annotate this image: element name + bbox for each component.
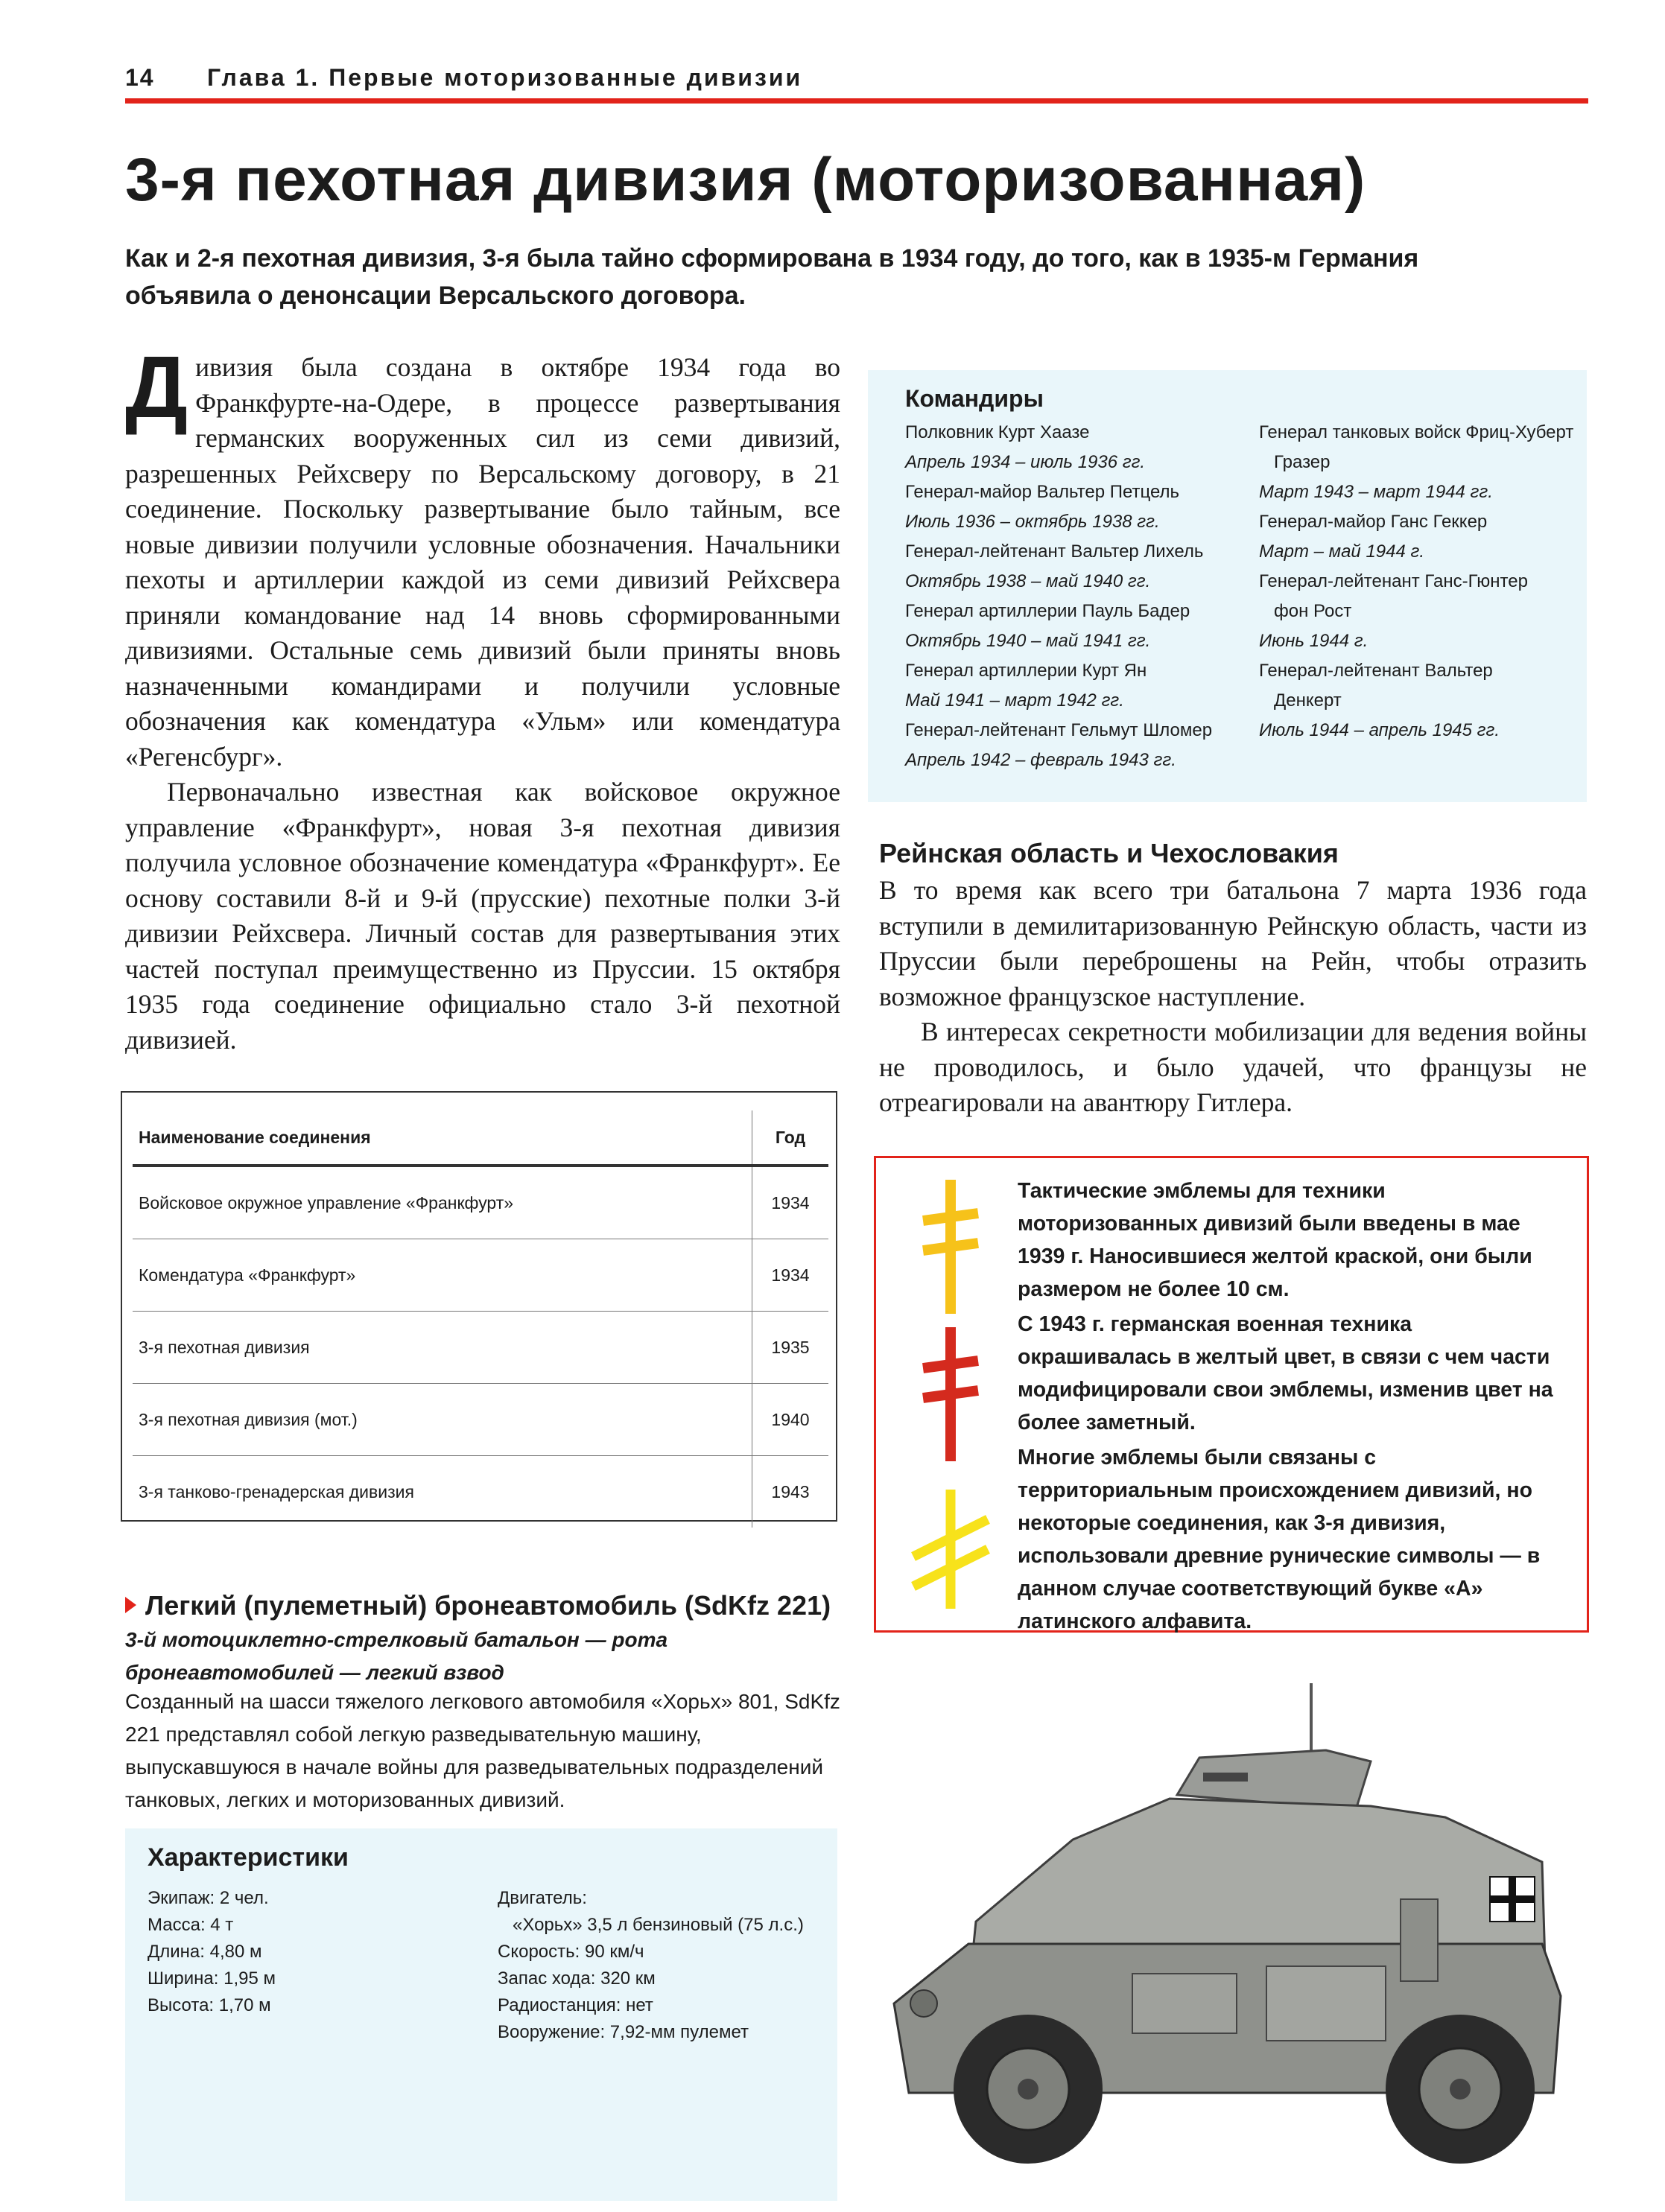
rhineland-paragraph-1: В то время как всего три батальона 7 марта 1936 года вступили в демилитаризованную Рейнскую область, части из Пруссии были переброшены на Рейн, чтобы отразить возможное французское наступление. bbox=[879, 875, 1587, 1011]
commander-name: Генерал-майор Вальтер Петцель bbox=[905, 482, 1180, 502]
formation-year: 1943 bbox=[752, 1456, 829, 1528]
lead-paragraph: Как и 2-я пехотная дивизия, 3-я была тайно сформирована в 1934 году, до того, как в 1935-м Германия объявила о денонсации Версальского договора. bbox=[125, 244, 1419, 310]
rhineland-heading: Рейнская область и Чехословакия bbox=[879, 838, 1339, 868]
formation-name: 3-я танково-гренадерская дивизия bbox=[139, 1481, 414, 1501]
arrow-right-icon bbox=[125, 1597, 136, 1613]
body-text-right bbox=[879, 873, 1587, 1121]
formation-year: 1935 bbox=[752, 1312, 829, 1384]
commander-name-cont: Гразер bbox=[1274, 452, 1331, 472]
spec-mass: Масса: 4 т bbox=[148, 1915, 234, 1935]
body-text-left bbox=[125, 338, 840, 1058]
rhineland-paragraph-2: В интересах секретности мобилизации для ведения войны не проводилось, и было удачей, что французы не отреагировали на авантюру Гитлера. bbox=[879, 1017, 1587, 1117]
commander-period: Май 1941 – март 1942 гг. bbox=[905, 690, 1124, 711]
spec-crew: Экипаж: 2 чел. bbox=[148, 1888, 269, 1908]
commander-period: Апрель 1942 – февраль 1943 гг. bbox=[905, 750, 1176, 770]
commander-name: Генерал-майор Ганс Геккер bbox=[1259, 512, 1488, 532]
emblem-paragraph-1: Тактические эмблемы для техники моторизованных дивизий были введены в мае 1939 г. Наносившиеся желтой краской, они были размером не более 10 см. bbox=[1018, 1179, 1532, 1301]
spec-engine: «Хорьх» 3,5 л бензиновый (75 л.с.) bbox=[513, 1915, 804, 1935]
commander-name-cont: фон Рост bbox=[1274, 601, 1352, 621]
column-header-name: Наименование соединения bbox=[133, 1110, 752, 1166]
spec-speed: Скорость: 90 км/ч bbox=[498, 1942, 644, 1962]
formation-year: 1934 bbox=[752, 1239, 829, 1312]
spec-engine-label: Двигатель: bbox=[498, 1888, 587, 1908]
commander-period: Июнь 1944 г. bbox=[1259, 631, 1369, 651]
machine-gun bbox=[1203, 1773, 1248, 1782]
column-header-year: Год bbox=[752, 1110, 829, 1166]
emblem-box bbox=[874, 1156, 1589, 1633]
commander-period: Март – май 1944 г. bbox=[1259, 541, 1425, 562]
chapter-title: Глава 1. Первые моторизованные дивизии bbox=[207, 64, 803, 91]
commander-period: Октябрь 1938 – май 1940 гг. bbox=[905, 571, 1151, 591]
table-row bbox=[133, 1384, 828, 1456]
table-row bbox=[133, 1456, 828, 1528]
formation-name: 3-я пехотная дивизия bbox=[133, 1312, 752, 1384]
emblem-paragraph-2: С 1943 г. германская военная техника окрашивалась в желтый цвет, в связи с чем части модифицировали свои эмблемы, изменив цвет на более заметный. bbox=[1018, 1312, 1553, 1434]
formation-year: 1934 bbox=[752, 1166, 829, 1239]
header-rule bbox=[125, 98, 1588, 104]
commander-period: Апрель 1934 – июль 1936 гг. bbox=[905, 452, 1146, 472]
table-row bbox=[133, 1166, 828, 1239]
emblem-paragraph-3: Многие эмблемы были связаны с территориальным происхождением дивизий, но некоторые соединения, как 3-я дивизия, использовали древние рунические символы — в данном случае соответствующий букве «А» латинского алфавита. bbox=[1018, 1446, 1541, 1633]
red-cross-emblem-icon bbox=[917, 1323, 984, 1465]
stowage-box bbox=[1401, 1899, 1438, 1981]
vehicle-heading bbox=[125, 1590, 831, 1621]
table-row bbox=[133, 1239, 828, 1312]
formation-name: Комендатура «Франкфурт» bbox=[133, 1239, 752, 1312]
running-header bbox=[125, 60, 1588, 104]
commanders-title: Командиры bbox=[905, 385, 1044, 412]
commander-period: Июль 1936 – октябрь 1938 гг. bbox=[905, 512, 1160, 532]
side-panel bbox=[1132, 1974, 1237, 2033]
specs-title: Характеристики bbox=[148, 1843, 349, 1872]
spec-range: Запас хода: 320 км bbox=[498, 1968, 656, 1989]
commander-name: Генерал-лейтенант Гельмут Шломер bbox=[905, 720, 1213, 740]
specs-box bbox=[125, 1828, 837, 2201]
headlight bbox=[910, 1990, 937, 2017]
emblem-text bbox=[1018, 1175, 1569, 1640]
page-title: 3-я пехотная дивизия (моторизованная) bbox=[125, 146, 1366, 214]
formation-name: Войсковое окружное управление «Франкфурт» bbox=[133, 1166, 752, 1239]
vehicle-subtitle: 3-й мотоциклетно-стрелковый батальон — рота бронеавтомобилей — легкий взвод bbox=[125, 1628, 668, 1684]
front-wheel bbox=[954, 2015, 1103, 2164]
commander-period: Июль 1944 – апрель 1945 гг. bbox=[1259, 720, 1500, 740]
body-paragraph-2: Первоначально известная как войсковое окружное управление «Франкфурт», новая 3-я пехотная дивизия получила условное обозначение комендатура «Франкфурт». Ее основу составили 8-й и 9-й (прусские) пехотные полки 3-й дивизии Рейхсвера. Личный состав для развертывания этих частей поступал преимущественно из Пруссии. 15 октября 1935 года соединение официально стало 3-й пехотной дивизией. bbox=[125, 777, 840, 1055]
table-header-row bbox=[133, 1110, 828, 1166]
spec-armament: Вооружение: 7,92-мм пулемет bbox=[498, 2022, 749, 2042]
formation-name: 3-я пехотная дивизия (мот.) bbox=[133, 1384, 752, 1456]
cross-insignia-icon bbox=[1490, 1877, 1535, 1922]
formations-table bbox=[121, 1091, 837, 1522]
spec-width: Ширина: 1,95 м bbox=[148, 1968, 276, 1989]
commander-name: Полковник Курт Хаазе bbox=[905, 422, 1090, 442]
commanders-box bbox=[868, 370, 1587, 802]
side-door bbox=[1266, 1966, 1386, 2041]
vehicle-description: Созданный на шасси тяжелого легкового автомобиля «Хорьх» 801, SdKfz 221 представлял собой легкую разведывательную машину, выпускавшуюся в начале войны для разведывательных подразделений танковых, легких и моторизованных дивизий. bbox=[125, 1690, 840, 1811]
vehicle-heading-text: Легкий (пулеметный) бронеавтомобиль (SdKfz 221) bbox=[145, 1590, 831, 1621]
spec-height: Высота: 1,70 м bbox=[148, 1995, 271, 2015]
yellow-cross-emblem-icon bbox=[917, 1176, 984, 1318]
drop-cap: Д bbox=[125, 338, 188, 436]
commander-period: Октябрь 1940 – май 1941 гг. bbox=[905, 631, 1151, 651]
commander-name: Генерал-лейтенант Ганс-Гюнтер bbox=[1259, 571, 1528, 591]
commander-period: Март 1943 – март 1944 гг. bbox=[1259, 482, 1493, 502]
commander-name: Генерал артиллерии Курт Ян bbox=[905, 661, 1147, 681]
commander-name: Генерал артиллерии Пауль Бадер bbox=[905, 601, 1190, 621]
armored-car-illustration bbox=[879, 1676, 1587, 2182]
commander-name-cont: Денкерт bbox=[1274, 690, 1342, 711]
body-paragraph-1: ивизия была создана в октябре 1934 года во Франкфурте-на-Одере, в процессе развертывания германских вооруженных сил из семи дивизий, разрешенных Рейхсверу по Версальскому договору, в 21 соединение. Поскольку развертывание было тайным, все новые дивизии получили условные обозначения. Начальники пехоты и артиллерии каждой из семи дивизий Рейхсвера приняли командование над 14 вновь сформированными дивизиями. Остальные семь дивизий были приняты вновь назначенными командирами и получили условные обозначения как комендатура «Ульм» или комендатура «Регенсбург». bbox=[125, 352, 840, 772]
rear-wheel bbox=[1386, 2015, 1535, 2164]
commander-name: Генерал-лейтенант Вальтер bbox=[1259, 661, 1493, 681]
spec-length: Длина: 4,80 м bbox=[148, 1942, 262, 1962]
commander-name: Генерал танковых войск Фриц-Хуберт bbox=[1259, 422, 1574, 442]
spec-radio: Радиостанция: нет bbox=[498, 1995, 653, 2015]
page-number: 14 bbox=[125, 64, 155, 91]
formation-year: 1940 bbox=[752, 1384, 829, 1456]
table-row bbox=[133, 1312, 828, 1384]
commander-name: Генерал-лейтенант Вальтер Лихель bbox=[905, 541, 1204, 562]
rune-emblem-icon bbox=[906, 1486, 995, 1612]
